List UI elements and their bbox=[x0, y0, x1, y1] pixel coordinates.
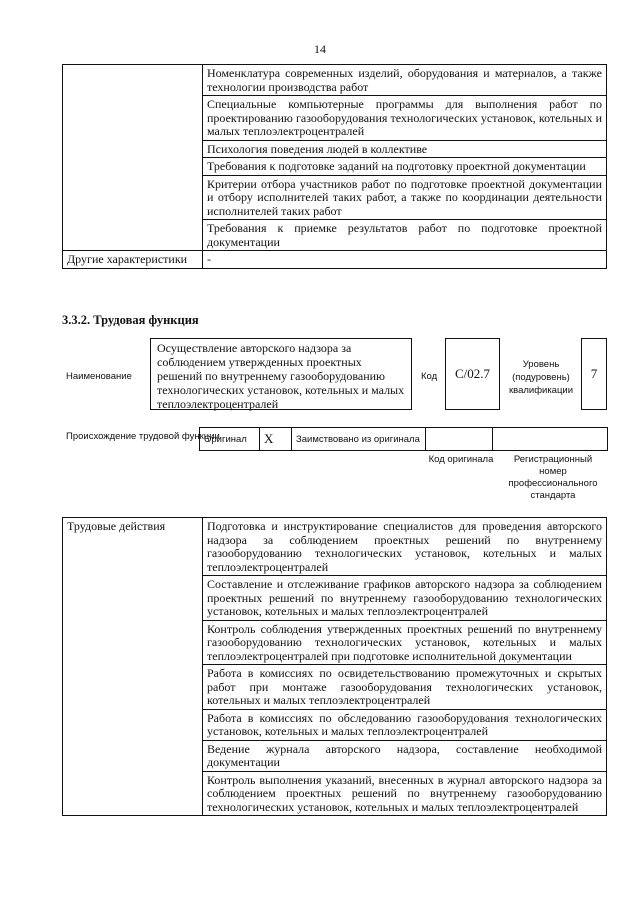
labour-actions-table bbox=[62, 517, 607, 816]
name-label: Наименование bbox=[66, 371, 132, 382]
original-label: Оригинал bbox=[200, 428, 260, 451]
level-label: Уровень (подуровень) квалификации bbox=[508, 359, 574, 396]
table-cell: Контроль соблюдения утвержденных проектных решений по внутреннему газооборудованию технологических установок, котельных и малых теплоэлектроцентралей при подготовке исполнительной документации bbox=[203, 620, 607, 665]
table-cell: Составление и отслеживание графиков авторского надзора за соблюдением проектных решений по внутреннему газооборудованию технологических установок, котельных и малых теплоэлектроцентралей bbox=[203, 576, 607, 621]
labour-actions-label: Трудовые действия bbox=[63, 518, 203, 816]
table-cell: Работа в комиссиях по освидетельствованию промежуточных и скрытых работ при монтаже газооборудования технологических установок, котельных и малых теплоэлектроцентралей bbox=[203, 665, 607, 710]
function-name-value: Осуществление авторского надзора за соблюдением утвержденных проектных решений по внутреннему газооборудованию технологических установок, котельных и малых теплоэлектроцентралей bbox=[150, 338, 412, 410]
origin-label: Происхождение трудовой функции bbox=[66, 431, 220, 442]
table-cell: Работа в комиссиях по обследованию газооборудования технологических установок, котельных и малых теплоэлектроцентралей bbox=[203, 709, 607, 740]
table-cell: Номенклатура современных изделий, оборудования и материалов, а также технологии производства работ bbox=[203, 65, 607, 96]
level-value: 7 bbox=[581, 338, 607, 410]
table-row bbox=[63, 518, 607, 576]
reg-number-label: Регистрационный номер профессионального стандарта bbox=[508, 454, 598, 501]
table-cell: Требования к приемке результатов работ по подготовке проектной документации bbox=[203, 220, 607, 251]
table-cell: Ведение журнала авторского надзора, составление необходимой документации bbox=[203, 740, 607, 771]
table-row bbox=[63, 251, 607, 269]
table-cell: Психология поведения людей в коллективе bbox=[203, 140, 607, 158]
origin-table bbox=[199, 427, 608, 451]
section-title: 3.3.2. Трудовая функция bbox=[62, 313, 199, 327]
function-code-value: C/02.7 bbox=[445, 338, 500, 410]
code-original-label: Код оригинала bbox=[428, 454, 494, 465]
original-mark: X bbox=[260, 428, 292, 451]
table-cell: Специальные компьютерные программы для выполнения работ по проектированию газооборудования технологических установок, котельных и малых теплоэлектроцентралей bbox=[203, 96, 607, 141]
table-cell: Требования к подготовке заданий на подготовку проектной документации bbox=[203, 158, 607, 176]
table-cell: Подготовка и инструктирование специалистов для проведения авторского надзора за соблюдением проектных решений по внутреннему газооборудованию технологических установок, котельных и малых теплоэлектроцентралей bbox=[203, 518, 607, 576]
table-cell: Критерии отбора участников работ по подготовке проектной документации и отбору исполнителей таких работ, а также по координации деятельности исполнителей таких работ bbox=[203, 175, 607, 220]
code-label: Код bbox=[421, 371, 438, 382]
page-number: 14 bbox=[314, 42, 326, 56]
code-original-cell bbox=[426, 428, 493, 451]
other-characteristics-value: - bbox=[203, 251, 607, 269]
reg-number-cell bbox=[493, 428, 608, 451]
empty-label-cell bbox=[63, 65, 203, 251]
table-row bbox=[200, 428, 608, 451]
table-cell: Контроль выполнения указаний, внесенных в журнал авторского надзора за соблюдением проектных решений по внутреннему газооборудованию технологических установок, котельных и малых теплоэлектроцентралей bbox=[203, 771, 607, 816]
table-row bbox=[63, 65, 607, 96]
borrowed-label: Заимствовано из оригинала bbox=[292, 428, 426, 451]
knowledge-table bbox=[62, 64, 607, 269]
other-characteristics-label: Другие характеристики bbox=[63, 251, 203, 269]
